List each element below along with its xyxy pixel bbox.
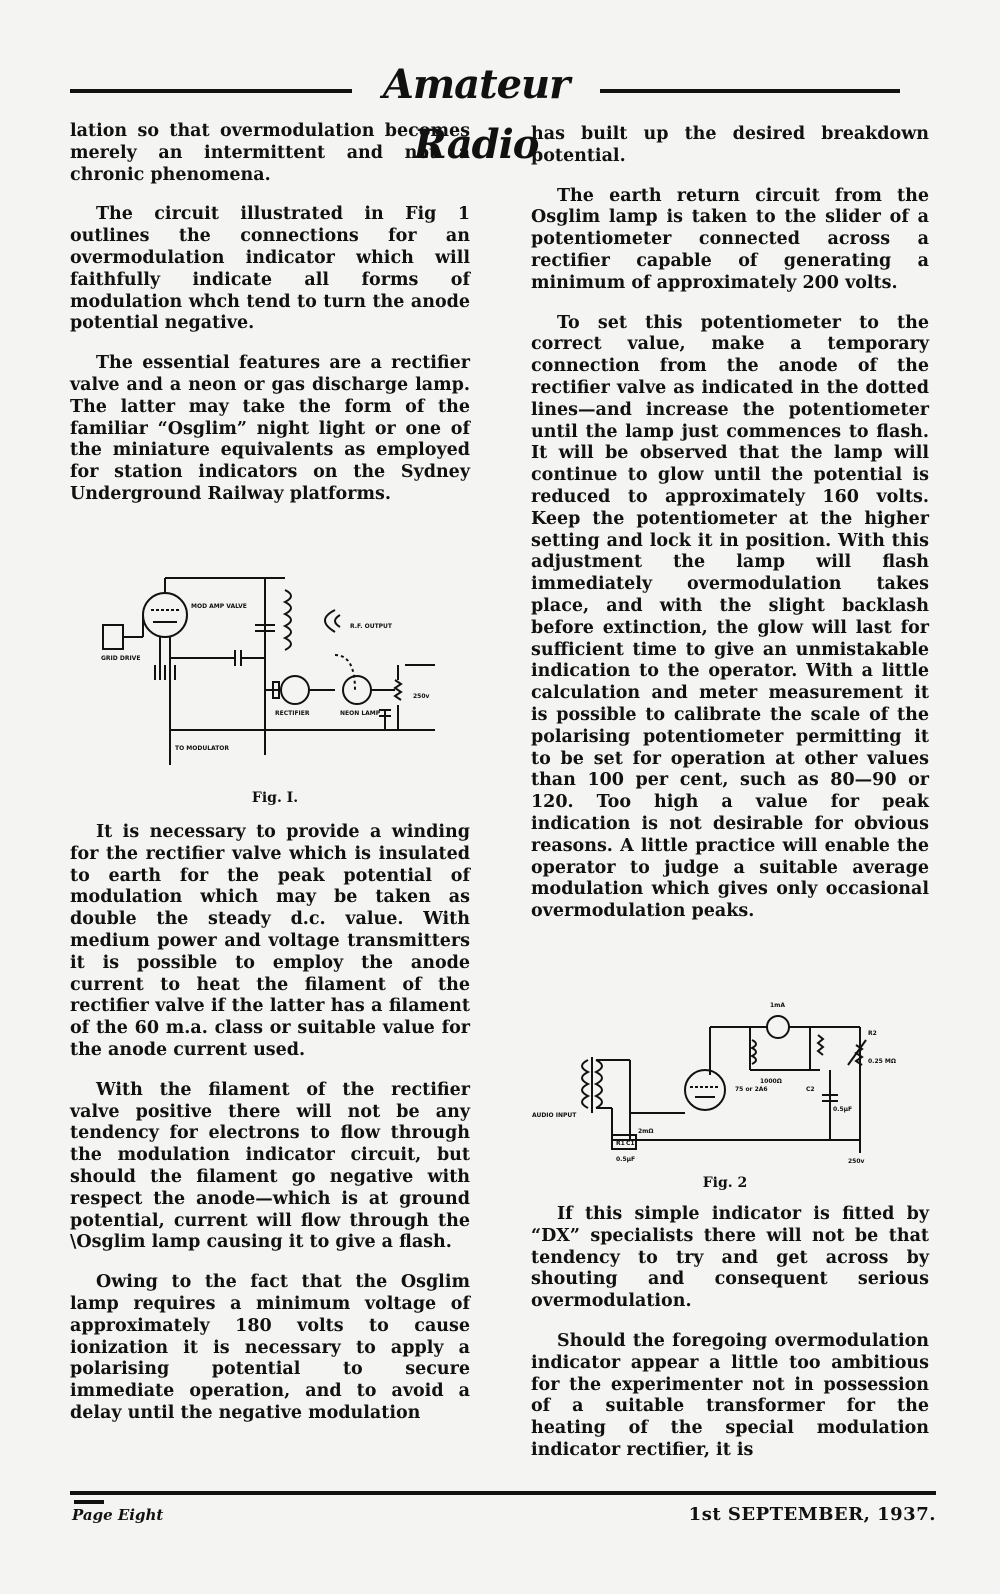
paragraph: The essential features are a rectifier valve and a neon or gas discharge lamp. The latter may take the form of the familiar “Osglim” night light or one of the miniature equivalents as employed for station indicators on the Sydney Underground Railway platforms.: [70, 353, 470, 504]
milliammeter-symbol: [767, 1016, 789, 1038]
label-c1: C1: [626, 1140, 635, 1147]
footer-rule: [70, 1491, 936, 1495]
resistor-1k: [752, 1040, 756, 1064]
label-rf-output: R.F. OUTPUT: [350, 623, 393, 630]
paragraph: Owing to the fact that the Osglim lamp requires a minimum voltage of approximately 180 volts to cause ionization it is necessary to apply a polarising potential to secure immediate operation, and to avoid a delay until the negative modulation: [70, 1272, 470, 1423]
label-mod-amp-valve: MOD AMP VALVE: [191, 603, 247, 610]
footer-mark: [74, 1500, 104, 1504]
label-grid-drive: GRID DRIVE: [101, 655, 141, 662]
neon-lamp-symbol: [343, 676, 371, 704]
label-pot: 0.25 MΩ: [868, 1058, 896, 1065]
right-column-bottom: [531, 1204, 929, 1462]
resistor-r2: [818, 1035, 823, 1055]
mod-amp-valve-symbol: [143, 593, 187, 637]
label-r-2m: 2mΩ: [638, 1128, 654, 1135]
paragraph: has built up the desired breakdown potential.: [531, 124, 929, 166]
label-rectifier: RECTIFIER: [275, 710, 310, 717]
paragraph: The circuit illustrated in Fig 1 outlines the connections for an overmodulation indicator which will faithfully indicate all forms of modulation whch tend to turn the anode potential negative.: [70, 204, 470, 334]
paragraph: lation so that overmodulation becomes merely an intermittent and not a chronic phenomena.: [70, 121, 470, 185]
rf-output-coupling: [325, 610, 335, 632]
audio-input-transformer-primary: [582, 1060, 588, 1108]
output-coil: [285, 590, 291, 650]
figure-2-circuit-diagram: [530, 995, 930, 1170]
label-cap-c2: C2: [806, 1086, 815, 1093]
transformer-secondary: [596, 1060, 602, 1108]
issue-date: 1st SEPTEMBER, 1937.: [688, 1504, 936, 1525]
label-to-modulator: TO MODULATOR: [175, 745, 230, 752]
label-r-1000: 1000Ω: [760, 1078, 782, 1085]
right-column-top: [531, 124, 929, 923]
figure-1-circuit-diagram: [95, 570, 455, 785]
label-cap-05b: 0.5μF: [833, 1106, 853, 1113]
left-column-bottom: [70, 822, 470, 1425]
paragraph: It is necessary to provide a winding for the rectifier valve which is insulated to earth for the peak potential of modulation which may be taken as double the steady d.c. value. With medium power and voltage transmitters it is possible to employ the anode current to heat the filament of the rectifier valve if the latter has a filament of the 60 m.a. class or suitable value for the anode current used.: [70, 822, 470, 1060]
masthead-title: Amateur Radio: [382, 61, 570, 168]
label-voltage: 250v: [848, 1158, 865, 1165]
label-voltage: 250v: [413, 693, 430, 700]
label-meter: 1mA: [770, 1002, 786, 1009]
label-r2: R2: [868, 1030, 877, 1037]
potentiometer: [395, 680, 401, 700]
page-number: Page Eight: [72, 1506, 164, 1524]
label-valve: 75 or 2A6: [735, 1086, 768, 1093]
masthead-rule-left: [70, 89, 352, 93]
figure-2-caption: Fig. 2: [702, 1175, 748, 1191]
figure-1-caption: Fig. I.: [251, 790, 299, 806]
label-r1: R1: [616, 1140, 625, 1147]
label-audio-input: AUDIO INPUT: [532, 1112, 577, 1119]
paragraph: If this simple indicator is fitted by “DX” specialists there will not be that tendency to try and get across by shouting and consequent serious overmodulation.: [531, 1204, 929, 1312]
label-neon-lamp: NEON LAMP: [340, 710, 381, 717]
paragraph: To set this potentiometer to the correct value, make a temporary connection from the anode of the rectifier valve as indicated in the dotted lines—and increase the potentiometer until the lamp just commences to flash. It will be observed that the lamp will continue to glow until the potential is reduced to approximately 160 volts. Keep the potentiometer at the higher setting and lock it in position. With this adjustment the lamp will flash immediately overmodulation takes place, and with the slight backlash before extinction, the glow will last for sufficient time to give an unmistakable indication to the operator. With a little calculation and meter measurement it is possible to calibrate the scale of the polarising potentiometer permitting it to be set for operation at other values than 100 per cent, such as 80—90 or 120. Too high a value for peak indication is not desirable for obvious reasons. A little practice will enable the operator to judge a suitable average modulation which gives only occasional overmodulation peaks.: [531, 312, 929, 922]
label-cap-05: 0.5μF: [616, 1156, 636, 1163]
grid-drive-box: [103, 625, 123, 649]
left-column-top: [70, 121, 470, 524]
rectifier-valve-symbol: [281, 676, 309, 704]
valve-75-2a6-symbol: [685, 1070, 725, 1110]
paragraph: The earth return circuit from the Osglim lamp is taken to the slider of a potentiometer connected across a rectifier capable of generating a minimum of approximately 200 volts.: [531, 185, 929, 293]
paragraph: With the filament of the rectifier valve positive there will not be any tendency for electrons to flow through the modulation indicator circuit, but should the filament go negative with respect the anode—which is at ground potential, current will flow through the \Osglim lamp causing it to give a flash.: [70, 1079, 470, 1253]
masthead-rule-right: [600, 89, 900, 93]
paragraph: Should the foregoing overmodulation indicator appear a little too ambitious for the experimenter not in possession of a suitable transformer for the heating of the special modulation indicator rectifier, it is: [531, 1330, 929, 1460]
